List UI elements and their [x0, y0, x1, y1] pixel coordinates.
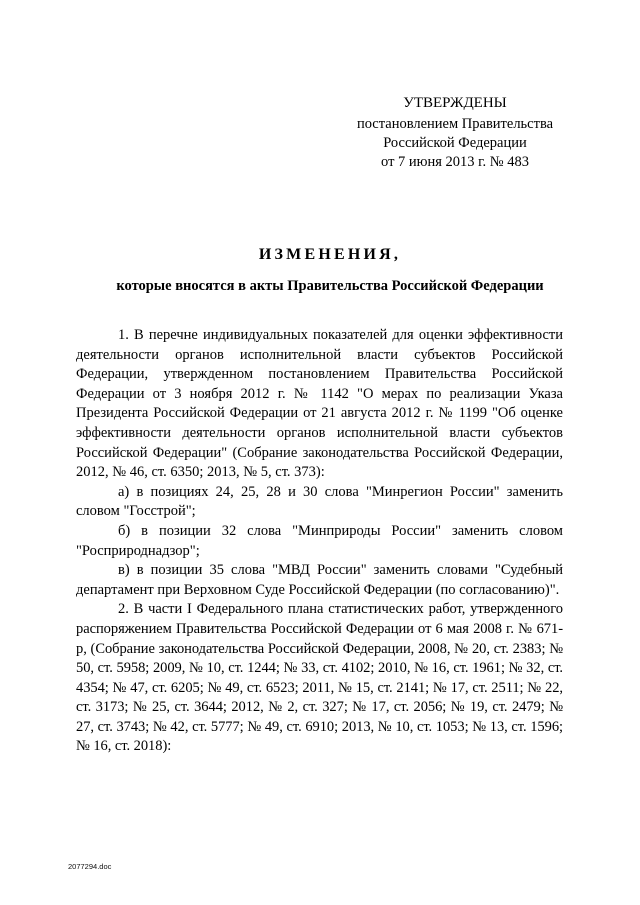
paragraph-item-1: 1. В перечне индивидуальных показателей для оценки эффективности деятельности органов исполнительной власти субъектов Российской Федерации, утвержденном постановлением Правительства Российской Федерации от 3 ноября 2012 г. № 1142 "О мерах по реализации Указа Президента Российской Федерации от 21 августа 2012 г. № 1199 "Об оценке эффективности деятельности органов исполнительной власти субъектов Российской Федерации" (Собрание законодательства Российской Федерации, 2012, № 46, ст. 6350; 2013, № 5, ст. 373): [76, 327, 563, 481]
document-body [76, 326, 563, 757]
paragraph-item-1b: б) в позиции 32 слова "Минприроды России" заменить словом "Росприроднадзор"; [76, 522, 563, 559]
footer-doc-id: 2077294.doc [68, 862, 112, 871]
approval-title: УТВЕРЖДЕНЫ [403, 95, 507, 111]
approval-line: постановлением Правительства [356, 116, 554, 132]
approval-line: Российской Федерации [383, 135, 527, 151]
document-title: ИЗМЕНЕНИЯ, [258, 246, 402, 263]
paragraph-item-2: 2. В части I Федерального плана статистических работ, утвержденного распоряжением Правительства Российской Федерации от 6 мая 2008 г. № 671-р, (Собрание законодательства Российской Федерации, 2008, № 20, ст. 2383; № 50, ст. 5958; 2009, № 10, ст. 1244; № 33, ст. 4102; 2010, № 16, ст. 1961; № 32, ст. 4354; № 47, ст. 6205; № 49, ст. 6523; 2011, № 15, ст. 2141; № 17, ст. 2511; № 22, ст. 3173; № 25, ст. 3644; 2012, № 2, ст. 327; № 17, ст. 2056; № 19, ст. 2479; № 27, ст. 3743; № 42, ст. 5777; № 49, ст. 6910; 2013, № 10, ст. 1053; № 13, ст. 1596; № 16, ст. 2018): [76, 601, 563, 755]
document-subtitle: которые вносятся в акты Правительства Российской Федерации [116, 278, 544, 294]
paragraph-item-1c: в) в позиции 35 слова "МВД России" заменить словами "Судебный департамент при Верховном Суде Российской Федерации (по согласованию)". [76, 562, 563, 598]
document-heading [60, 244, 600, 296]
approval-line: от 7 июня 2013 г. № 483 [381, 154, 529, 170]
approval-block [350, 94, 560, 172]
paragraph-item-1a: а) в позициях 24, 25, 28 и 30 слова "Минрегион России" заменить словом "Госстрой"; [76, 483, 563, 520]
